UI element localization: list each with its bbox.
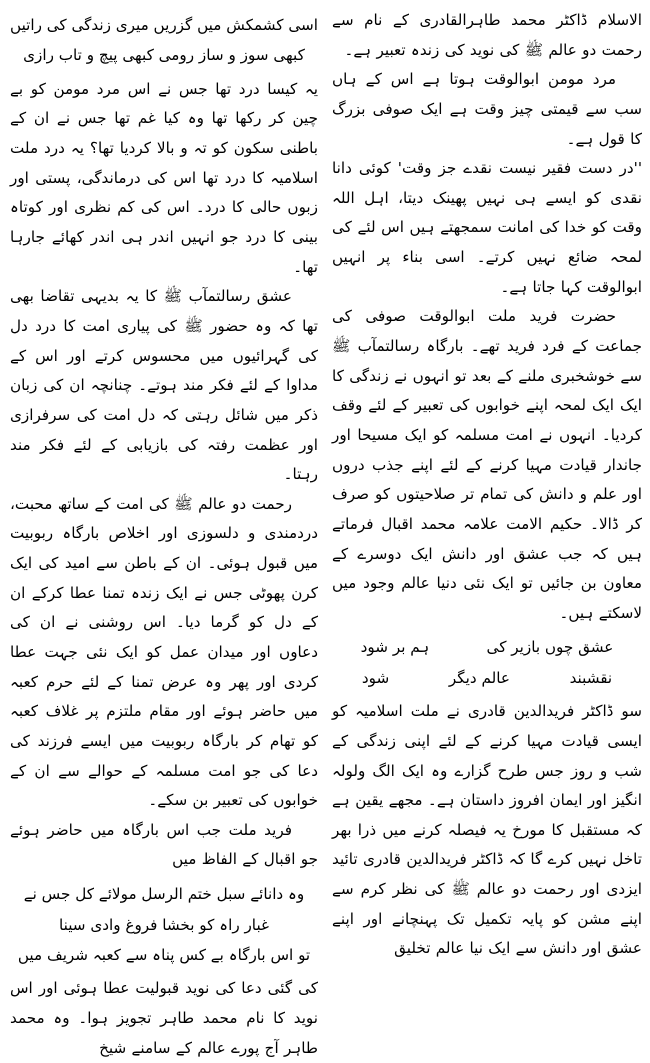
- paragraph: یہ کیسا درد تھا جس نے اس مرد مومن کو بے چین کر رکھا تھا وہ کیا غم تھا جس نے ان کے باطنی سکون کو تہ و بالا کردیا تھا؟ یہ درد ملت اسلامیہ کا درد تھا اس کی درماندگی، پستی اور زبوں حالی کا درد۔ اس کی کم نظری اور کوتاہ بینی کا درد جو انہیں اندر ہی اندر کھائے جارہا تھا۔: [10, 79, 318, 276]
- verse-block-right: [332, 632, 642, 693]
- verse-block-top-left: [10, 10, 318, 71]
- verse-segment: عشق چوں بازیر کی: [486, 638, 614, 657]
- paragraph: الاسلام ڈاکٹر محمد طاہرالقادری کے نام سے رحمت دو عالم ﷺ کی نوید کی زندہ تعبیر ہے۔: [332, 11, 642, 59]
- verse-line: [332, 632, 642, 662]
- paragraph: فرید ملت جب اس بارگاہ میں حاضر ہوئے جو اقبال کے الفاظ میں: [10, 820, 318, 869]
- paragraph: عشق رسالتمآب ﷺ کا یہ بدیہی تقاضا بھی تھا کہ وہ حضور ﷺ کی پیاری امت کا درد دل کی گہرائیوں میں محسوس کرتے اور اس کے مداوا کے لئے فکر مند ہوتے۔ چنانچہ ان کی زبان ذکر میں شائل رہتی کہ دل امت کی سرفرازی اور عظمت رفتہ کی بازیابی کے لئے فکر مند رہتا۔: [10, 287, 318, 484]
- column-right: [332, 6, 642, 1010]
- paragraph: کی گئی دعا کی نوید قبولیت عطا ہوئی اور اس نوید کا نام محمد طاہر تجویز ہوا۔ وہ محمد طاہر آج پورے عالم کے سامنے شیخ: [10, 979, 318, 1057]
- verse-block-bottom-left: [10, 879, 318, 970]
- verse-line: اسی کشمکش میں گزریں میری زندگی کی راتیں: [10, 16, 318, 34]
- verse-line: تو اس بارگاہ بے کس پناہ سے کعبہ شریف میں: [17, 945, 311, 964]
- verse-segment: عالم دیگر: [448, 668, 510, 687]
- verse-line: [332, 663, 642, 693]
- verse-segment: شود: [361, 668, 390, 687]
- paragraph: رحمت دو عالم ﷺ کی امت کے ساتھ محبت، دردمندی و دلسوزی اور اخلاص بارگاہ ربوبیت میں قبول ہوئی۔ ان کے باطن سے امید کی ایک کرن پھوٹی جس نے ایک زندہ تمنا عطا کرکے ان کے دل کو گرما دیا۔ اس روشنی نے ان کی دعاوں اور میدان عمل کو ایک نئی جہت عطا کردی اور پھر وہ عرض تمنا کے لئے حرم کعبہ میں حاضر ہوئے اور مقام ملتزم پر غلاف کعبہ کو تھام کر بارگاہ ربوبیت میں ایسے فرزند کی دعا کی جو امت مسلمہ کے حوالے سے ان کے خوابوں کی تعبیر بن سکے۔: [10, 494, 318, 810]
- paragraph: حضرت فرید ملت ابوالوقت صوفی کی جماعت کے فرد فرید تھے۔ بارگاہ رسالتمآب ﷺ سے خوشخبری ملنے کے بعد تو انہوں نے زندگی کا ایک ایک لمحہ اپنے خوابوں کی تعبیر کے لئے وقف کردیا۔ انہوں نے امت مسلمہ کو ایک مسیحا اور جاندار قیادت مہیا کرنے کے لئے اپنے جذب دروں اور علم و دانش کی تمام تر صلاحیتوں کو صرف کر ڈالا۔ حکیم الامت علامہ محمد اقبال فرماتے ہیں کہ جب عشق اور دانش ایک دوسرے کے معاون بن جائیں تو ایک نئی دنیا عالم وجود میں لاسکتے ہیں۔: [332, 307, 642, 622]
- verse-segment: نقشبند: [569, 668, 613, 687]
- verse-line: کبھی سوز و ساز رومی کبھی پیچ و تاب رازی: [23, 46, 305, 65]
- verse-line: وہ دانائے سبل ختم الرسل مولائے کل جس نے: [23, 885, 305, 904]
- verse-line: غبار راہ کو بخشا فروغ وادی سینا: [59, 915, 269, 934]
- paragraph: سو ڈاکٹر فریدالدین قادری نے ملت اسلامیہ کو ایسی قیادت مہیا کرنے کے لئے اپنی زندگی کے شب و روز جس طرح گزارے وہ ایک الگ ولولہ انگیز اور ایمان افروز داستان ہے۔ مجھے یقین ہے کہ مستقبل کا مورخ یہ فیصلہ کرنے میں ذرا بھر تاخل نہیں کرے گا کہ ڈاکٹر فریدالدین قادری تائید ایزدی اور رحمت دو عالم ﷺ کی نظر کرم سے اپنے مشن کو پایہ تکمیل تک پہنچانے اور اپنے عشق اور دانش سے ایک نیا عالم تخلیق: [332, 702, 642, 958]
- paragraph: ''در دست فقیر نیست نقدے جز وقت' کوئی دانا نقدی کو ایسے ہی نہیں پھینک دیتا، اہل اللہ وقت کو خدا کی امانت سمجھتے ہیں اس لئے کی لمحہ ضائع نہیں کرتے۔ اسی بناء پر انہیں ابوالوقت کہا جاتا ہے۔: [332, 159, 642, 296]
- verse-segment: ہم بر شود: [360, 638, 430, 657]
- column-left: [8, 6, 318, 1057]
- paragraph: مرد مومن ابوالوقت ہوتا ہے اس کے ہاں سب سے قیمتی چیز وقت ہے ایک صوفی بزرگ کا قول ہے۔: [332, 70, 642, 148]
